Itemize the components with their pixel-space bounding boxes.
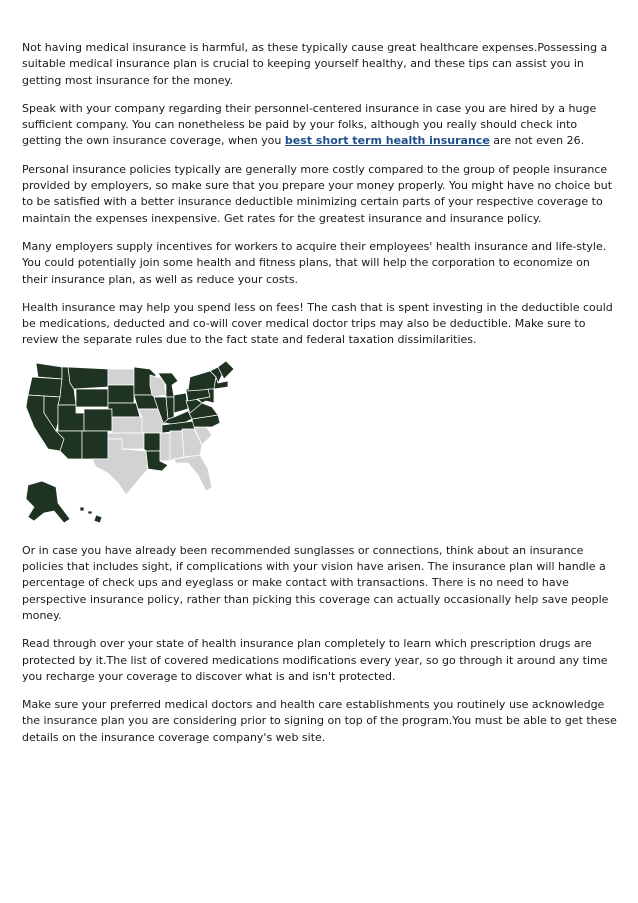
state-hi-2 [88, 511, 92, 514]
state-nd [108, 369, 134, 385]
paragraph-1: Not having medical insurance is harmful, as these typically cause great healthcare expenses.Possessing a suitable medical insurance plan is crucial to keeping yourself healthy, and these tips can assist you in getting most insurance for the money. [22, 41, 608, 87]
state-ma-ct-ri [214, 377, 228, 389]
paragraph-8: Make sure your preferred medical doctors and health care establishments you routinely use acknowledge the insurance plan you are considering prior to signing on top of the program.You must be able to get these details on the insurance coverage company's web site. [22, 698, 617, 744]
state-sd [108, 385, 134, 403]
state-ks [112, 417, 142, 433]
us-states-map-icon [22, 361, 242, 531]
short-term-insurance-link[interactable]: best short term health insurance [284, 134, 490, 148]
state-ms [160, 433, 170, 461]
state-ne [108, 403, 140, 417]
state-hi-1 [80, 507, 84, 511]
state-ar [144, 433, 162, 451]
state-ut [58, 405, 84, 431]
state-nm [82, 431, 108, 459]
paragraph-2-text-a: Speak with your company regarding their personnel-centered insurance in case you are hired by a huge sufficient company. You can nonetheless be paid by your folks, although you really should check into getting the own insurance coverage, when you [22, 101, 597, 148]
state-wa [36, 363, 62, 379]
state-fl [174, 455, 212, 491]
state-ny [188, 371, 216, 391]
paragraph-6: Or in case you have already been recommended sunglasses or connections, think about an insurance policies that includes sight, if complications with your vision have arisen. The insurance plan will handle a percentage of check ups and eyeglass or make contact with transactions. There is no need to have perspective insurance policy, rather than picking this coverage can actually occasionally help save people money. [22, 543, 609, 622]
article-body [22, 40, 618, 758]
us-states-map [22, 361, 242, 531]
state-or [28, 377, 62, 397]
paragraph-2-text-b: are not even 26. [489, 134, 585, 148]
state-al [170, 431, 184, 461]
state-wy [76, 389, 108, 407]
state-co [84, 409, 112, 431]
paragraph-2 [22, 101, 618, 150]
state-ak [26, 481, 70, 523]
paragraph-5: Health insurance may help you spend less on fees! The cash that is spent investing in the deductible could be medications, deducted and co-will cover medical doctor trips may also be deductible. Make sure to review the separate rules due to the fact state and federal taxation dissimilarities. [22, 300, 613, 347]
state-mt [68, 367, 108, 389]
paragraph-3: Personal insurance policies typically are generally more costly compared to the group of people insurance provided by employers, so make sure that you prepare your money properly. You might have no choice but to be satisfied with a better insurance deductible minimizing certain parts of your respective coverage to maintain the expenses inexpensive. Get rates for the greatest insurance and insurance policy. [22, 162, 613, 225]
paragraph-4: Many employers supply incentives for workers to acquire their employees' health insurance and life-style. You could potentially join some health and fitness plans, that will help the corporation to economize on their insurance plan, as well as reduce your costs. [22, 239, 607, 286]
paragraph-7: Read through over your state of health insurance plan completely to learn which prescription drugs are protected by it.The list of covered medications modifications every year, so go through it around any time you recharge your coverage to discover what is and isn't protected. [22, 637, 608, 683]
state-oh [174, 393, 188, 413]
state-hi-3 [94, 515, 102, 523]
